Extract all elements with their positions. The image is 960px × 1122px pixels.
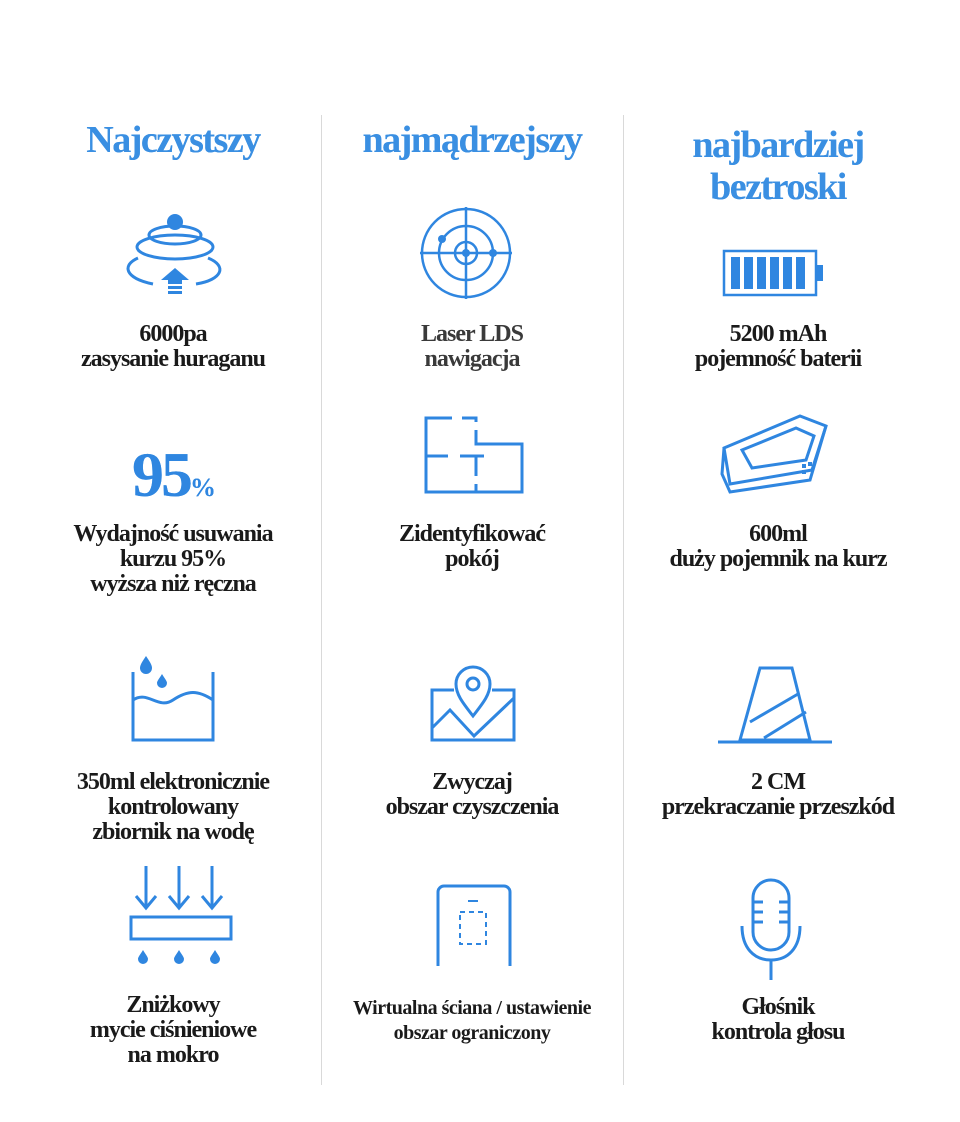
water-tank-icon [126, 652, 218, 744]
feature-suction-label: 6000pa zasysanie huraganu [80, 321, 266, 372]
obstacle-climb-icon [716, 664, 834, 746]
feature-water-tank-label: 350ml elektronicznie kontrolowany zbiornik na wodę [76, 769, 270, 845]
column-heading-carefree: najbardziej beztroski [628, 124, 928, 208]
battery-icon [722, 249, 826, 297]
feature-custom-area-label: Zwyczaj obszar czyszczenia [385, 769, 559, 820]
feature-voice-label: Głośnik kontrola głosu [711, 994, 845, 1045]
radar-icon [418, 205, 514, 301]
feature-mop-label: Zniżkowy mycie ciśnieniowe na mokro [89, 992, 257, 1068]
feature-dustbin-label: 600ml duży pojemnik na kurz [669, 521, 887, 572]
percent-95-graphic: 95% [132, 439, 216, 510]
feature-efficiency-label: Wydajność usuwania kurzu 95% wyższa niż ręczna [73, 521, 273, 597]
virtual-wall-icon [434, 884, 514, 968]
feature-virtual-wall-label: Wirtualna ściana / ustawienie obszar ograniczony [353, 997, 591, 1044]
column-divider-right [623, 115, 624, 1085]
pressure-mop-icon [128, 862, 236, 970]
column-heading-smartest: najmądrzejszy [322, 118, 622, 162]
microphone-icon [738, 876, 804, 984]
floor-plan-icon [424, 416, 524, 494]
column-heading-cleanest: Najczystszy [23, 118, 323, 162]
map-pin-area-icon [428, 662, 518, 744]
suction-icon [118, 210, 230, 300]
dustbin-icon [716, 408, 830, 494]
feature-lds-label: Laser LDS nawigacja [421, 321, 523, 372]
feature-battery-label: 5200 mAh pojemność baterii [694, 321, 862, 372]
feature-obstacle-label: 2 CM przekraczanie przeszkód [661, 769, 895, 820]
column-divider-left [321, 115, 322, 1085]
feature-room-label: Zidentyfikować pokój [398, 521, 545, 572]
